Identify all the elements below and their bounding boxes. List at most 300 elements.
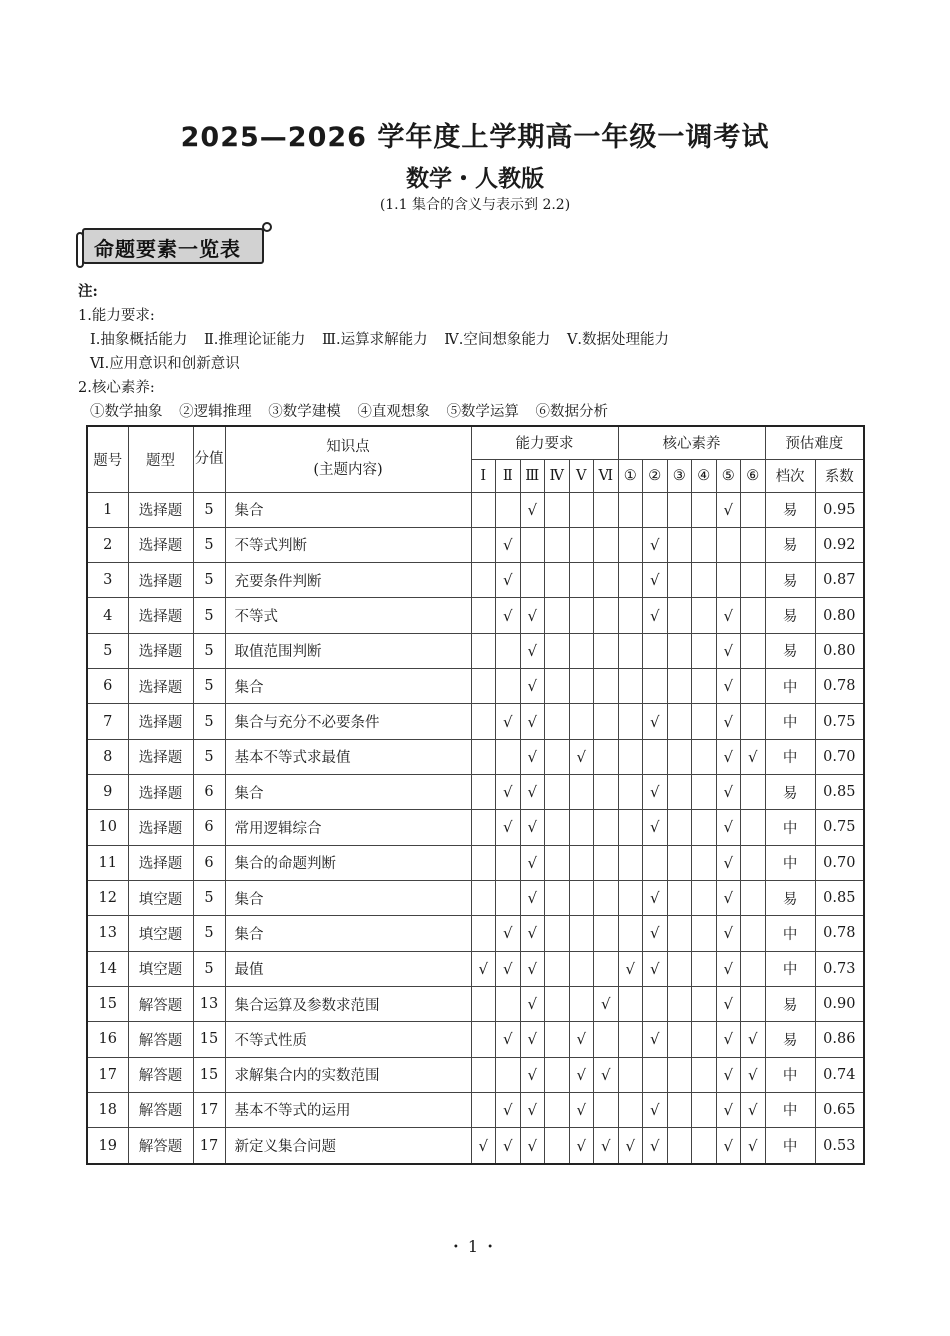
- row-ability-cell: [471, 1128, 496, 1164]
- row-literacy-cell: [741, 810, 766, 845]
- row-score: 5: [193, 527, 225, 562]
- row-score: 17: [193, 1092, 225, 1127]
- ability-list: [78, 328, 669, 352]
- row-ability-cell: [594, 916, 619, 951]
- row-level: 中: [765, 739, 815, 774]
- row-no: 4: [87, 598, 128, 633]
- row-ability-cell: [545, 810, 570, 845]
- check-mark-icon: √: [650, 712, 660, 731]
- row-ability-cell: [594, 880, 619, 915]
- row-coef: 0.74: [815, 1057, 864, 1092]
- row-ability-cell: [520, 633, 545, 668]
- row-literacy-cell: [716, 1092, 741, 1127]
- row-score: 6: [193, 775, 225, 810]
- ability-item: Ⅳ.空间想象能力: [444, 332, 551, 348]
- row-topic: 集合: [225, 880, 471, 915]
- literacy-item: ③数学建模: [268, 404, 341, 420]
- row-level: 中: [765, 951, 815, 986]
- row-coef: 0.85: [815, 880, 864, 915]
- row-score: 5: [193, 739, 225, 774]
- row-coef: 0.75: [815, 810, 864, 845]
- banner-roll-left-icon: [76, 232, 84, 268]
- row-level: 中: [765, 845, 815, 880]
- check-mark-icon: √: [650, 924, 660, 943]
- row-literacy-cell: [716, 704, 741, 739]
- row-ability-cell: [594, 845, 619, 880]
- ability-item: Ⅴ.数据处理能力: [566, 332, 670, 348]
- row-literacy-cell: [643, 598, 668, 633]
- table-body: [87, 492, 864, 1164]
- row-ability-cell: [471, 986, 496, 1021]
- row-score: 6: [193, 810, 225, 845]
- check-mark-icon: √: [723, 641, 734, 660]
- row-literacy-cell: [692, 986, 717, 1021]
- check-mark-icon: √: [502, 924, 513, 943]
- row-type: 选择题: [128, 492, 193, 527]
- table-row: [87, 1057, 864, 1092]
- row-no: 18: [87, 1092, 128, 1127]
- check-mark-icon: √: [650, 535, 660, 554]
- row-literacy-cell: [741, 704, 766, 739]
- literacy-item: ②逻辑推理: [179, 404, 252, 420]
- literacy-col-6: ⑥: [741, 459, 766, 492]
- row-ability-cell: [545, 845, 570, 880]
- row-ability-cell: [569, 1092, 594, 1127]
- check-mark-icon: √: [723, 1030, 734, 1049]
- row-ability-cell: [545, 704, 570, 739]
- row-type: 填空题: [128, 916, 193, 951]
- row-ability-cell: [594, 563, 619, 598]
- row-coef: 0.80: [815, 598, 864, 633]
- row-literacy-cell: [692, 563, 717, 598]
- row-topic: 求解集合内的实数范围: [225, 1057, 471, 1092]
- row-type: 选择题: [128, 810, 193, 845]
- row-type: 解答题: [128, 1022, 193, 1057]
- check-mark-icon: √: [650, 1100, 660, 1119]
- row-literacy-cell: [716, 598, 741, 633]
- row-literacy-cell: [618, 810, 643, 845]
- row-type: 填空题: [128, 951, 193, 986]
- row-literacy-cell: [692, 633, 717, 668]
- row-ability-cell: [520, 1092, 545, 1127]
- row-topic: 新定义集合问题: [225, 1128, 471, 1164]
- row-literacy-cell: [741, 1128, 766, 1164]
- row-literacy-cell: [618, 633, 643, 668]
- row-ability-cell: [594, 704, 619, 739]
- row-level: 易: [765, 1022, 815, 1057]
- check-mark-icon: √: [502, 535, 513, 554]
- row-literacy-cell: [716, 1022, 741, 1057]
- check-mark-icon: √: [527, 1136, 538, 1155]
- ability-item-6: Ⅵ.应用意识和创新意识: [90, 356, 240, 372]
- ability-item: Ⅲ.运算求解能力: [322, 332, 428, 348]
- check-mark-icon: √: [527, 677, 538, 696]
- check-mark-icon: √: [723, 747, 734, 766]
- row-literacy-cell: [741, 669, 766, 704]
- row-ability-cell: [594, 633, 619, 668]
- row-coef: 0.95: [815, 492, 864, 527]
- check-mark-icon: √: [723, 712, 734, 731]
- row-no: 19: [87, 1128, 128, 1164]
- row-literacy-cell: [716, 633, 741, 668]
- row-coef: 0.70: [815, 739, 864, 774]
- row-ability-cell: [594, 951, 619, 986]
- check-mark-icon: √: [723, 606, 734, 625]
- row-ability-cell: [545, 951, 570, 986]
- row-no: 15: [87, 986, 128, 1021]
- row-ability-cell: [545, 880, 570, 915]
- row-score: 6: [193, 845, 225, 880]
- row-type: 选择题: [128, 669, 193, 704]
- check-mark-icon: √: [723, 995, 734, 1014]
- check-mark-icon: √: [650, 1136, 660, 1155]
- row-level: 中: [765, 1092, 815, 1127]
- row-literacy-cell: [618, 845, 643, 880]
- row-level: 易: [765, 775, 815, 810]
- row-type: 选择题: [128, 633, 193, 668]
- banner-label: 命题要素一览表: [94, 237, 241, 261]
- row-topic: 不等式性质: [225, 1022, 471, 1057]
- check-mark-icon: √: [527, 959, 538, 978]
- row-literacy-cell: [716, 739, 741, 774]
- table-row: [87, 951, 864, 986]
- row-level: 中: [765, 916, 815, 951]
- table-row: [87, 916, 864, 951]
- row-ability-cell: [471, 563, 496, 598]
- row-literacy-cell: [667, 669, 692, 704]
- check-mark-icon: √: [576, 1065, 587, 1084]
- row-ability-cell: [496, 810, 521, 845]
- row-ability-cell: [496, 739, 521, 774]
- row-literacy-cell: [643, 704, 668, 739]
- row-literacy-cell: [618, 598, 643, 633]
- check-mark-icon: √: [527, 924, 538, 943]
- row-literacy-cell: [643, 880, 668, 915]
- check-mark-icon: √: [502, 712, 513, 731]
- check-mark-icon: √: [527, 500, 538, 519]
- row-literacy-cell: [692, 916, 717, 951]
- row-no: 10: [87, 810, 128, 845]
- notes-heading: 注:: [78, 283, 98, 300]
- row-ability-cell: [520, 598, 545, 633]
- table-row: [87, 775, 864, 810]
- row-literacy-cell: [618, 775, 643, 810]
- row-topic: 最值: [225, 951, 471, 986]
- row-literacy-cell: [716, 1128, 741, 1164]
- row-ability-cell: [594, 810, 619, 845]
- check-mark-icon: √: [502, 1030, 513, 1049]
- row-literacy-cell: [741, 951, 766, 986]
- row-ability-cell: [471, 775, 496, 810]
- row-literacy-cell: [667, 633, 692, 668]
- row-ability-cell: [520, 739, 545, 774]
- table-row: [87, 1092, 864, 1127]
- row-literacy-cell: [618, 880, 643, 915]
- notes-section: [78, 280, 669, 424]
- row-ability-cell: [496, 633, 521, 668]
- row-ability-cell: [496, 986, 521, 1021]
- row-literacy-cell: [643, 845, 668, 880]
- row-ability-cell: [594, 986, 619, 1021]
- row-ability-cell: [569, 1057, 594, 1092]
- exam-range: (1.1 集合的含义与表示到 2.2): [379, 197, 571, 213]
- row-literacy-cell: [643, 633, 668, 668]
- row-no: 3: [87, 563, 128, 598]
- row-no: 11: [87, 845, 128, 880]
- row-literacy-cell: [643, 563, 668, 598]
- row-literacy-cell: [716, 563, 741, 598]
- row-ability-cell: [569, 986, 594, 1021]
- row-ability-cell: [520, 1022, 545, 1057]
- row-score: 5: [193, 492, 225, 527]
- row-literacy-cell: [716, 986, 741, 1021]
- row-literacy-cell: [618, 1128, 643, 1164]
- row-score: 13: [193, 986, 225, 1021]
- row-literacy-cell: [618, 951, 643, 986]
- row-ability-cell: [520, 916, 545, 951]
- row-level: 中: [765, 1128, 815, 1164]
- check-mark-icon: √: [723, 1100, 734, 1119]
- row-ability-cell: [471, 951, 496, 986]
- row-level: 中: [765, 1057, 815, 1092]
- row-topic: 集合: [225, 775, 471, 810]
- row-ability-cell: [545, 1128, 570, 1164]
- check-mark-icon: √: [527, 712, 538, 731]
- row-ability-cell: [520, 880, 545, 915]
- row-no: 17: [87, 1057, 128, 1092]
- check-mark-icon: √: [502, 1136, 513, 1155]
- row-literacy-cell: [692, 951, 717, 986]
- row-literacy-cell: [667, 704, 692, 739]
- row-coef: 0.78: [815, 916, 864, 951]
- row-literacy-cell: [692, 1057, 717, 1092]
- row-no: 8: [87, 739, 128, 774]
- row-score: 5: [193, 633, 225, 668]
- row-topic: 充要条件判断: [225, 563, 471, 598]
- table-row: [87, 1022, 864, 1057]
- row-ability-cell: [569, 951, 594, 986]
- row-topic: 不等式: [225, 598, 471, 633]
- row-ability-cell: [471, 704, 496, 739]
- check-mark-icon: √: [723, 500, 734, 519]
- row-literacy-cell: [692, 1022, 717, 1057]
- row-literacy-cell: [741, 492, 766, 527]
- header-knowledge-sub: (主题内容): [313, 462, 383, 479]
- row-score: 5: [193, 598, 225, 633]
- row-ability-cell: [545, 598, 570, 633]
- row-ability-cell: [471, 598, 496, 633]
- check-mark-icon: √: [723, 889, 734, 908]
- check-mark-icon: √: [650, 889, 660, 908]
- row-literacy-cell: [667, 598, 692, 633]
- table-row: [87, 1128, 864, 1164]
- row-coef: 0.86: [815, 1022, 864, 1057]
- literacy-col-4: ④: [692, 459, 717, 492]
- row-ability-cell: [520, 951, 545, 986]
- row-ability-cell: [496, 669, 521, 704]
- row-literacy-cell: [667, 1128, 692, 1164]
- row-ability-cell: [569, 563, 594, 598]
- literacy-col-3: ③: [667, 459, 692, 492]
- row-type: 选择题: [128, 598, 193, 633]
- ability-col-4: Ⅳ: [545, 459, 570, 492]
- row-literacy-cell: [667, 492, 692, 527]
- check-mark-icon: √: [748, 1100, 758, 1119]
- row-ability-cell: [545, 492, 570, 527]
- row-level: 易: [765, 880, 815, 915]
- row-type: 选择题: [128, 704, 193, 739]
- row-ability-cell: [496, 1022, 521, 1057]
- row-level: 中: [765, 669, 815, 704]
- exam-subtitle: 数学・人教版: [406, 166, 544, 192]
- check-mark-icon: √: [502, 606, 513, 625]
- row-literacy-cell: [643, 916, 668, 951]
- ability-item: Ⅱ.推理论证能力: [203, 332, 306, 348]
- row-literacy-cell: [643, 739, 668, 774]
- row-literacy-cell: [667, 810, 692, 845]
- row-ability-cell: [545, 563, 570, 598]
- row-ability-cell: [594, 598, 619, 633]
- row-ability-cell: [569, 810, 594, 845]
- row-literacy-cell: [692, 845, 717, 880]
- row-ability-cell: [496, 845, 521, 880]
- row-ability-cell: [471, 739, 496, 774]
- row-ability-cell: [520, 704, 545, 739]
- row-ability-cell: [569, 880, 594, 915]
- literacy-list: [78, 400, 669, 424]
- row-score: 5: [193, 951, 225, 986]
- row-ability-cell: [520, 669, 545, 704]
- row-literacy-cell: [741, 845, 766, 880]
- row-no: 9: [87, 775, 128, 810]
- row-literacy-cell: [667, 1022, 692, 1057]
- row-literacy-cell: [618, 669, 643, 704]
- row-literacy-cell: [692, 669, 717, 704]
- row-no: 16: [87, 1022, 128, 1057]
- row-literacy-cell: [667, 845, 692, 880]
- check-mark-icon: √: [502, 818, 513, 837]
- row-topic: 集合与充分不必要条件: [225, 704, 471, 739]
- row-literacy-cell: [741, 880, 766, 915]
- row-literacy-cell: [741, 563, 766, 598]
- row-ability-cell: [569, 527, 594, 562]
- row-literacy-cell: [741, 1092, 766, 1127]
- check-mark-icon: √: [527, 818, 538, 837]
- row-ability-cell: [545, 775, 570, 810]
- row-literacy-cell: [618, 1022, 643, 1057]
- row-coef: 0.70: [815, 845, 864, 880]
- check-mark-icon: √: [650, 571, 660, 590]
- row-literacy-cell: [667, 1092, 692, 1127]
- check-mark-icon: √: [625, 1136, 636, 1155]
- row-literacy-cell: [741, 916, 766, 951]
- row-level: 中: [765, 704, 815, 739]
- row-score: 5: [193, 916, 225, 951]
- header-coef: 系数: [815, 459, 864, 492]
- row-literacy-cell: [741, 986, 766, 1021]
- row-level: 易: [765, 986, 815, 1021]
- row-literacy-cell: [741, 1022, 766, 1057]
- row-topic: 集合: [225, 492, 471, 527]
- check-mark-icon: √: [527, 889, 538, 908]
- header-difficulty: 预估难度: [765, 426, 864, 459]
- row-ability-cell: [569, 916, 594, 951]
- row-ability-cell: [471, 669, 496, 704]
- check-mark-icon: √: [748, 1136, 758, 1155]
- row-ability-cell: [496, 951, 521, 986]
- row-level: 易: [765, 563, 815, 598]
- check-mark-icon: √: [600, 995, 611, 1014]
- row-level: 易: [765, 598, 815, 633]
- row-literacy-cell: [667, 563, 692, 598]
- row-ability-cell: [569, 845, 594, 880]
- check-mark-icon: √: [723, 1136, 734, 1155]
- check-mark-icon: √: [748, 1030, 758, 1049]
- row-level: 易: [765, 492, 815, 527]
- row-ability-cell: [496, 1092, 521, 1127]
- row-ability-cell: [569, 669, 594, 704]
- row-topic: 集合: [225, 916, 471, 951]
- check-mark-icon: √: [527, 747, 538, 766]
- row-literacy-cell: [618, 492, 643, 527]
- row-ability-cell: [471, 916, 496, 951]
- row-ability-cell: [471, 1057, 496, 1092]
- row-literacy-cell: [716, 527, 741, 562]
- row-ability-cell: [569, 598, 594, 633]
- row-coef: 0.75: [815, 704, 864, 739]
- literacy-item: ⑤数学运算: [446, 404, 519, 420]
- row-literacy-cell: [618, 1057, 643, 1092]
- row-literacy-cell: [692, 598, 717, 633]
- row-no: 13: [87, 916, 128, 951]
- row-ability-cell: [545, 739, 570, 774]
- row-literacy-cell: [741, 739, 766, 774]
- row-literacy-cell: [741, 775, 766, 810]
- row-ability-cell: [496, 1128, 521, 1164]
- table-header-row: [87, 426, 864, 459]
- row-ability-cell: [520, 527, 545, 562]
- row-literacy-cell: [741, 1057, 766, 1092]
- row-literacy-cell: [643, 527, 668, 562]
- check-mark-icon: √: [527, 853, 538, 872]
- literacy-col-5: ⑤: [716, 459, 741, 492]
- row-score: 5: [193, 563, 225, 598]
- row-literacy-cell: [741, 633, 766, 668]
- row-topic: 基本不等式的运用: [225, 1092, 471, 1127]
- table-row: [87, 810, 864, 845]
- row-literacy-cell: [692, 775, 717, 810]
- table-row: [87, 563, 864, 598]
- row-no: 6: [87, 669, 128, 704]
- row-type: 解答题: [128, 1057, 193, 1092]
- row-ability-cell: [594, 1057, 619, 1092]
- row-ability-cell: [545, 1057, 570, 1092]
- row-ability-cell: [520, 845, 545, 880]
- row-literacy-cell: [716, 810, 741, 845]
- table-row: [87, 633, 864, 668]
- row-ability-cell: [594, 1128, 619, 1164]
- row-ability-cell: [545, 633, 570, 668]
- row-literacy-cell: [643, 951, 668, 986]
- row-topic: 集合的命题判断: [225, 845, 471, 880]
- row-topic: 不等式判断: [225, 527, 471, 562]
- row-score: 15: [193, 1022, 225, 1057]
- row-ability-cell: [471, 880, 496, 915]
- row-type: 选择题: [128, 739, 193, 774]
- row-topic: 取值范围判断: [225, 633, 471, 668]
- ability-col-3: Ⅲ: [520, 459, 545, 492]
- row-literacy-cell: [716, 845, 741, 880]
